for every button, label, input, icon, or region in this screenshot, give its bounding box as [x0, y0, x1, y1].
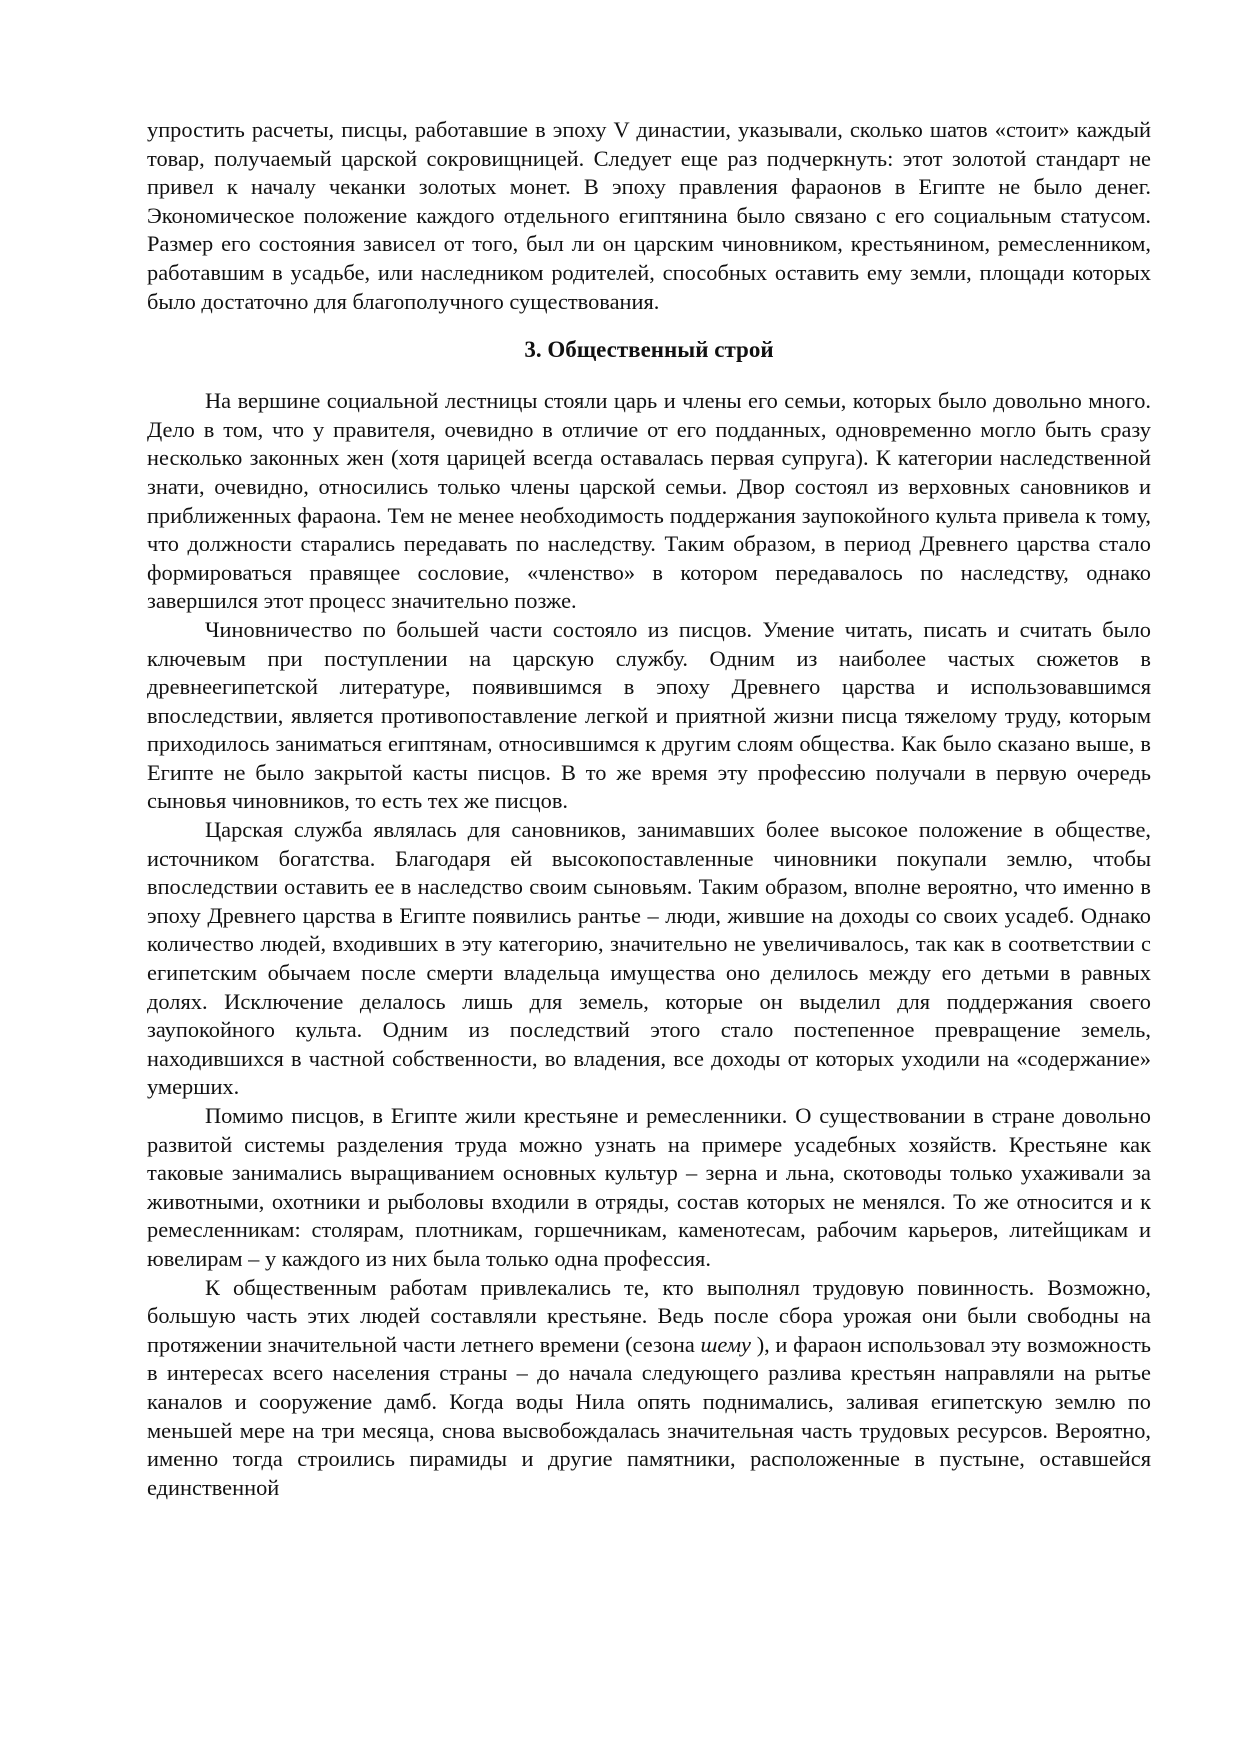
intro-paragraph: упростить расчеты, писцы, работавшие в эпоху V династии, указывали, сколько шатов «стоит» каждый товар, получаемый царской сокровищницей. Следует еще раз подчеркнуть: этот золотой стандарт не привел к началу чеканки золотых монет. В эпоху правления фараонов в Египте не было денег. Экономическое положение каждого отдельного египтянина было связано с его социальным статусом. Размер его состояния зависел от того, был ли он царским чиновником, крестьянином, ремесленником, работавшим в усадьбе, или наследником родителей, способных оставить ему земли, площади которых было достаточно для благополучного существования. — [147, 117, 1151, 314]
paragraph-public-works — [147, 1274, 1151, 1503]
season-term: шему — [700, 1331, 751, 1357]
section-heading: 3. Общественный строй — [524, 337, 774, 363]
document-page — [147, 116, 1151, 1502]
public-works-text-start: К общественным работам привлекались те, кто выполнял трудовую повинность. Возможно, большую часть этих людей составляли крестьяне. Ведь после сбора урожая они были свободны на протяжении значительной части летнего времени (сезона — [147, 1274, 1151, 1357]
paragraph-peasants-artisans: Помимо писцов, в Египте жили крестьяне и ремесленники. О существовании в стране довольно развитой системы разделения труда можно узнать на примере усадебных хозяйств. Крестьяне как таковые занимались выращиванием основных культур – зерна и льна, скотоводы только ухаживали за животными, охотники и рыболовы входили в отряды, состав которых не менялся. То же относится и к ремесленникам: столярам, плотникам, горшечникам, каменотесам, рабочим карьеров, литейщикам и ювелирам – у каждого из них была только одна профессия. — [147, 1103, 1151, 1271]
paragraph-royal-service: Царская служба являлась для сановников, занимавших более высокое положение в обществе, источником богатства. Благодаря ей высокопоставленные чиновники покупали землю, чтобы впоследствии оставить ее в наследство своим сыновьям. Таким образом, вполне вероятно, что именно в эпоху Древнего царства в Египте появились рантье – люди, жившие на доходы со своих усадеб. Однако количество людей, входивших в эту категорию, значительно не увеличивалось, так как в соответствии с египетским обычаем после смерти владельца имущества оно делилось между его детьми в равных долях. Исключение делалось лишь для земель, которые он выделил для поддержания своего заупокойного культа. Одним из последствий этого стало постепенное превращение земель, находившихся в частной собственности, во владения, все доходы от которых уходили на «содержание» умерших. — [147, 817, 1151, 1100]
paragraph-royal-family: На вершине социальной лестницы стояли царь и члены его семьи, которых было довольно много. Дело в том, что у правителя, очевидно в отличие от его подданных, одновременно могло быть сразу несколько законных жен (хотя царицей всегда оставалась первая супруга). К категории наследственной знати, очевидно, относились только члены царской семьи. Двор состоял из верховных сановников и приближенных фараона. Тем не менее необходимость поддержания заупокойного культа привела к тому, что должности старались передавать по наследству. Таким образом, в период Древнего царства стало формироваться правящее сословие, «членство» в котором передавалось по наследству, однако завершился этот процесс значительно позже. — [147, 388, 1151, 614]
paragraph-officials: Чиновничество по большей части состояло из писцов. Умение читать, писать и считать было ключевым при поступлении на царскую службу. Одним из наиболее частых сюжетов в древнеегипетской литературе, появившимся в эпоху Древнего царства и использовавшимся впоследствии, является противопоставление легкой и приятной жизни писца тяжелому труду, которым приходилось заниматься египтянам, относившимся к другим слоям общества. Как было сказано выше, в Египте не было закрытой касты писцов. В то же время эту профессию получали в первую очередь сыновья чиновников, то есть тех же писцов. — [147, 616, 1151, 814]
public-works-text-end: ), и фараон использовал эту возможность в интересах всего населения страны – до начала следующего разлива крестьян направляли на рытье каналов и сооружение дамб. Когда воды Нила опять поднимались, заливая египетскую землю по меньшей мере на три месяца, снова высвобождалась значительная часть трудовых ресурсов. Вероятно, именно тогда строились пирамиды и другие памятники, расположенные в пустыне, оставшейся единственной — [147, 1331, 1151, 1500]
